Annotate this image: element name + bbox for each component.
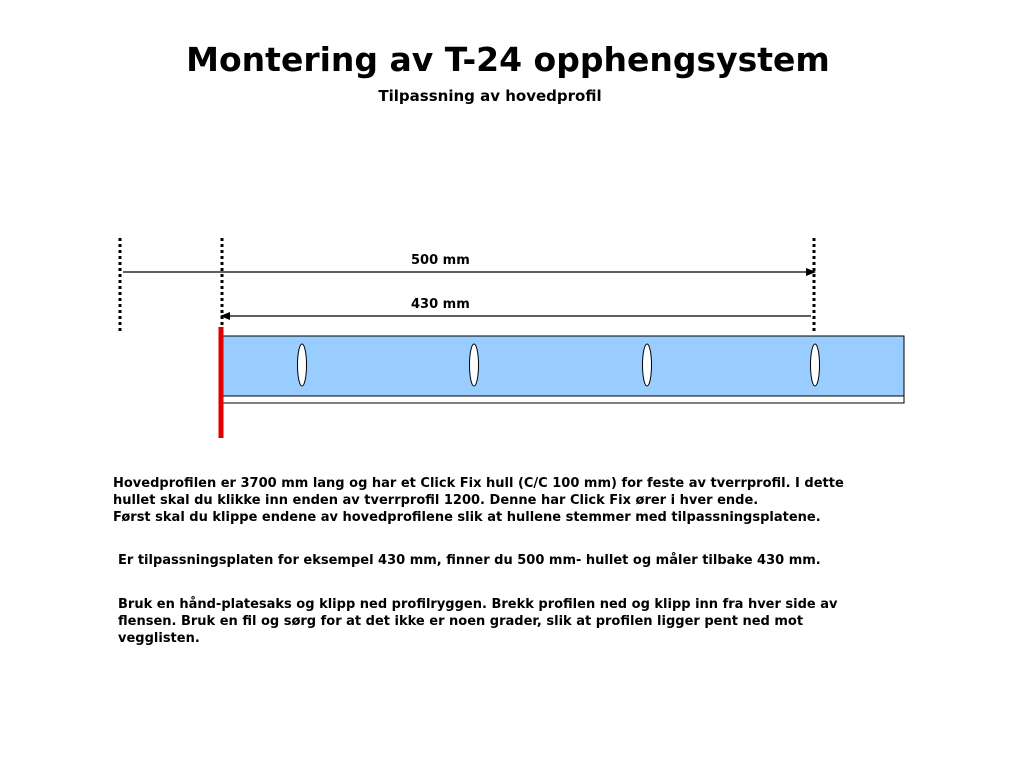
click-fix-hole	[643, 344, 652, 386]
description-line: flensen. Bruk en fil og sørg for at det ikke er noen grader, slik at profilen ligger pent ned mot	[118, 614, 804, 629]
profile-flange	[222, 396, 904, 403]
click-fix-hole	[811, 344, 820, 386]
click-fix-hole	[298, 344, 307, 386]
dimension-label-500: 500 mm	[411, 253, 470, 268]
main-profile	[222, 336, 904, 396]
description-line: Først skal du klippe endene av hovedprofilene slik at hullene stemmer med tilpassningsplatene.	[113, 510, 821, 525]
description-line: vegglisten.	[118, 631, 200, 646]
description-line: Bruk en hånd-platesaks og klipp ned profilryggen. Brekk profilen ned og klipp inn fra hver side av	[118, 597, 838, 612]
description-line: hullet skal du klikke inn enden av tverrprofil 1200. Denne har Click Fix ører i hver ende.	[113, 493, 759, 508]
description-paragraph-1	[113, 475, 933, 526]
click-fix-hole	[470, 344, 479, 386]
description-paragraph-3	[118, 596, 918, 647]
description-paragraph-2: Er tilpassningsplaten for eksempel 430 mm, finner du 500 mm- hullet og måler tilbake 430 mm.	[118, 553, 821, 568]
page-subtitle: Tilpassning av hovedprofil	[378, 87, 602, 105]
page-title: Montering av T-24 opphengsystem	[186, 40, 830, 79]
dimension-label-430: 430 mm	[411, 297, 470, 312]
description-line: Hovedprofilen er 3700 mm lang og har et Click Fix hull (C/C 100 mm) for feste av tverrprofil. I dette	[113, 476, 844, 491]
